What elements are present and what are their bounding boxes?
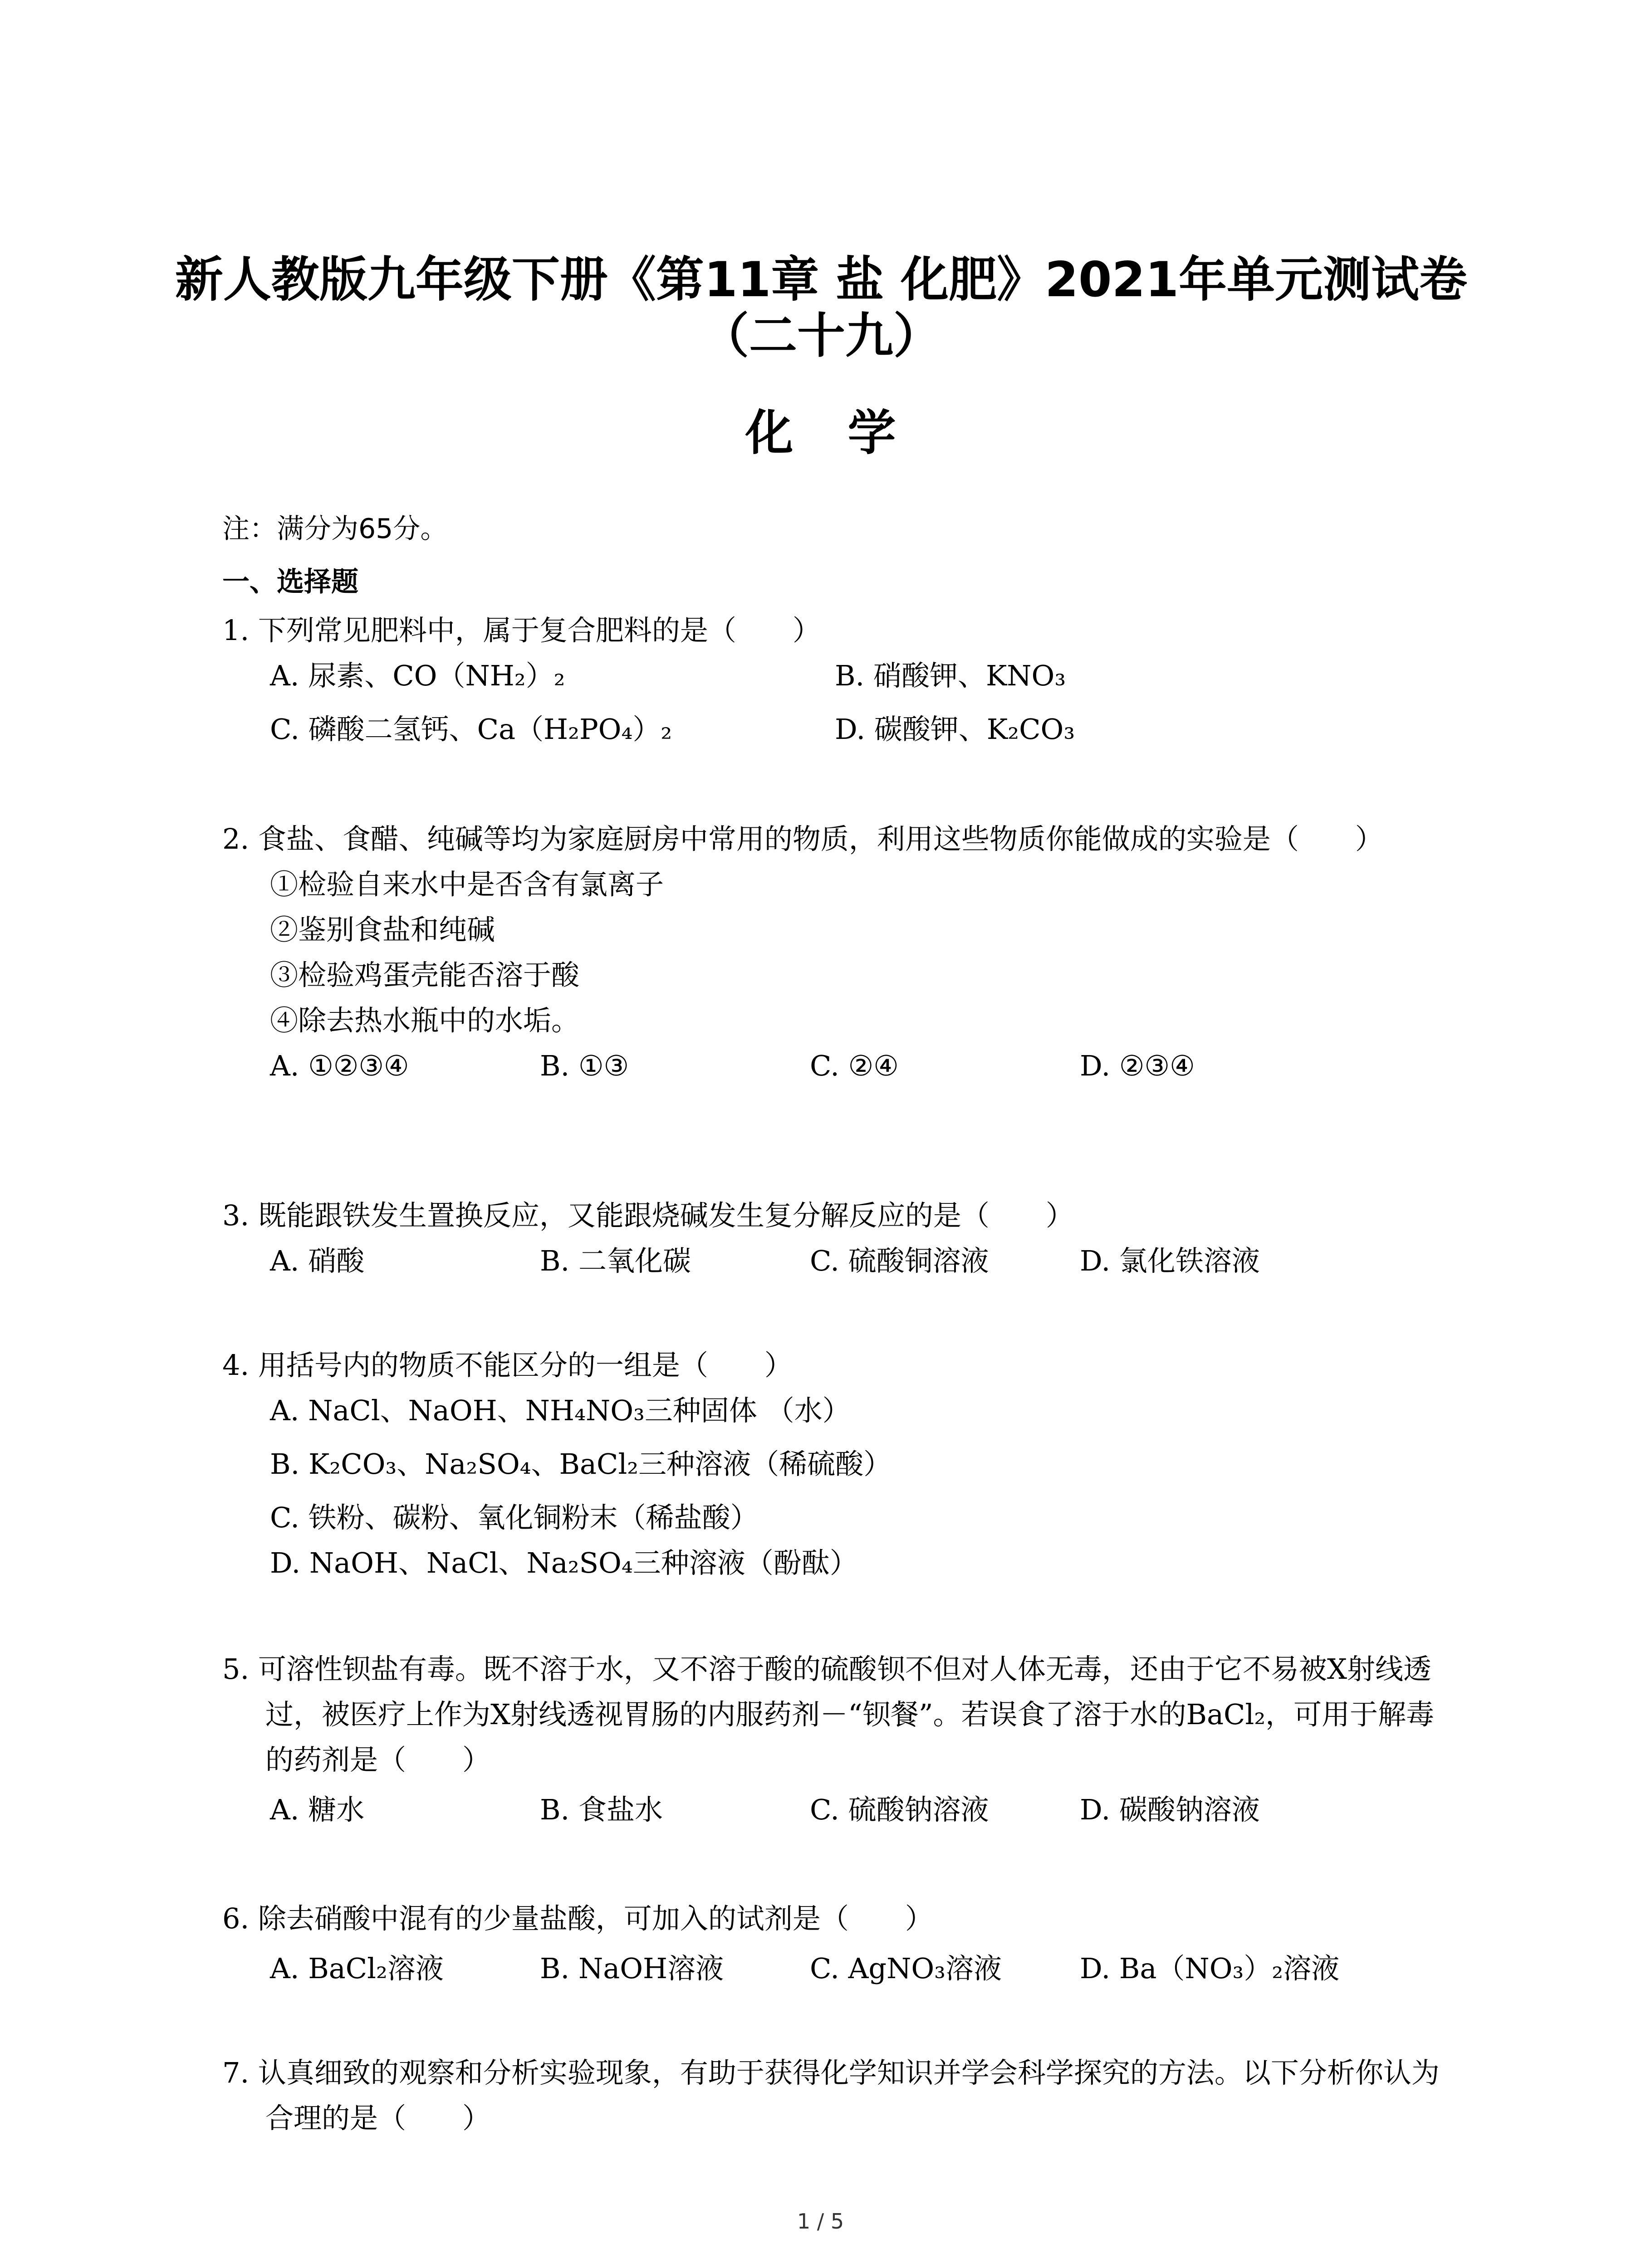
section-heading: 一、选择题 — [222, 566, 358, 598]
question-3 — [222, 1193, 1447, 1284]
option-b: B. NaOH溶液 — [540, 1952, 724, 1985]
option-b: B. 二氧化碳 — [540, 1244, 691, 1277]
question-text: 4. 用括号内的物质不能区分的一组是（ ） — [222, 1349, 793, 1382]
option-c: C. AgNO₃溶液 — [810, 1952, 1002, 1985]
question-text: 5. 可溶性钡盐有毒。既不溶于水，又不溶于酸的硫酸钡不但对人体无毒，还由于它不易被X射线透过，被医疗上作为X射线透视胃肠的内服药剂－“钡餐”。若误食了溶于水的BaCl₂，可用于解毒的药剂是（ ） — [222, 1652, 1435, 1776]
question-text: 3. 既能跟铁发生置换反应，又能跟烧碱发生复分解反应的是（ ） — [222, 1199, 1074, 1232]
question-4 — [222, 1343, 1447, 1586]
list-item: ①检验自来水中是否含有氯离子 — [270, 868, 664, 901]
question-text: 6. 除去硝酸中混有的少量盐酸，可加入的试剂是（ ） — [222, 1902, 933, 1935]
option-d: D. 碳酸钠溶液 — [1080, 1793, 1260, 1826]
option-d: D. Ba（NO₃）₂溶液 — [1080, 1952, 1340, 1985]
option-a: A. ①②③④ — [270, 1049, 409, 1082]
option-d: D. ②③④ — [1080, 1049, 1195, 1082]
question-text: 7. 认真细致的观察和分析实验现象，有助于获得化学知识并学会科学探究的方法。以下分析你认为合理的是（ ） — [222, 2056, 1440, 2135]
exam-title: 新人教版九年级下册《第11章 盐 化肥》2021年单元测试卷（二十九） — [175, 252, 1468, 364]
subject-heading: 化学 — [745, 405, 950, 461]
option-b: B. ①③ — [540, 1049, 629, 1082]
list-item: ④除去热水瓶中的水垢。 — [270, 1004, 580, 1037]
option-a: A. 糖水 — [270, 1793, 365, 1826]
list-item: ③检验鸡蛋壳能否溶于酸 — [270, 958, 580, 992]
option-b: B. K₂CO₃、Na₂SO₄、BaCl₂三种溶液（稀硫酸） — [270, 1447, 892, 1481]
page-number: 1 / 5 — [797, 2209, 844, 2234]
option-b: B. 硝酸钾、KNO₃ — [835, 659, 1066, 692]
question-6 — [222, 1896, 1447, 1991]
option-b: B. 食盐水 — [540, 1793, 663, 1826]
question-text: 1. 下列常见肥料中，属于复合肥料的是（ ） — [222, 614, 821, 647]
question-5 — [222, 1647, 1447, 1833]
score-note: 注：满分为65分。 — [222, 513, 448, 545]
option-c: C. 磷酸二氢钙、Ca（H₂PO₄）₂ — [270, 713, 672, 746]
question-2 — [222, 816, 1447, 1089]
option-d: D. NaOH、NaCl、Na₂SO₄三种溶液（酚酞） — [270, 1546, 858, 1579]
option-c: C. 硫酸铜溶液 — [810, 1244, 989, 1277]
option-d: D. 碳酸钾、K₂CO₃ — [835, 713, 1075, 746]
option-a: A. 硝酸 — [270, 1244, 365, 1277]
option-c: C. ②④ — [810, 1049, 899, 1082]
option-d: D. 氯化铁溶液 — [1080, 1244, 1260, 1277]
question-7 — [222, 2050, 1447, 2141]
option-a: A. BaCl₂溶液 — [270, 1952, 444, 1985]
list-item: ②鉴别食盐和纯碱 — [270, 913, 495, 946]
option-a: A. 尿素、CO（NH₂）₂ — [270, 659, 565, 692]
option-c: C. 铁粉、碳粉、氧化铜粉末（稀盐酸） — [270, 1501, 759, 1534]
option-c: C. 硫酸钠溶液 — [810, 1793, 989, 1826]
question-1 — [222, 608, 1447, 752]
question-text: 2. 食盐、食醋、纯碱等均为家庭厨房中常用的物质，利用这些物质你能做成的实验是（ ） — [222, 822, 1383, 855]
option-a: A. NaCl、NaOH、NH₄NO₃三种固体 （水） — [270, 1394, 851, 1427]
